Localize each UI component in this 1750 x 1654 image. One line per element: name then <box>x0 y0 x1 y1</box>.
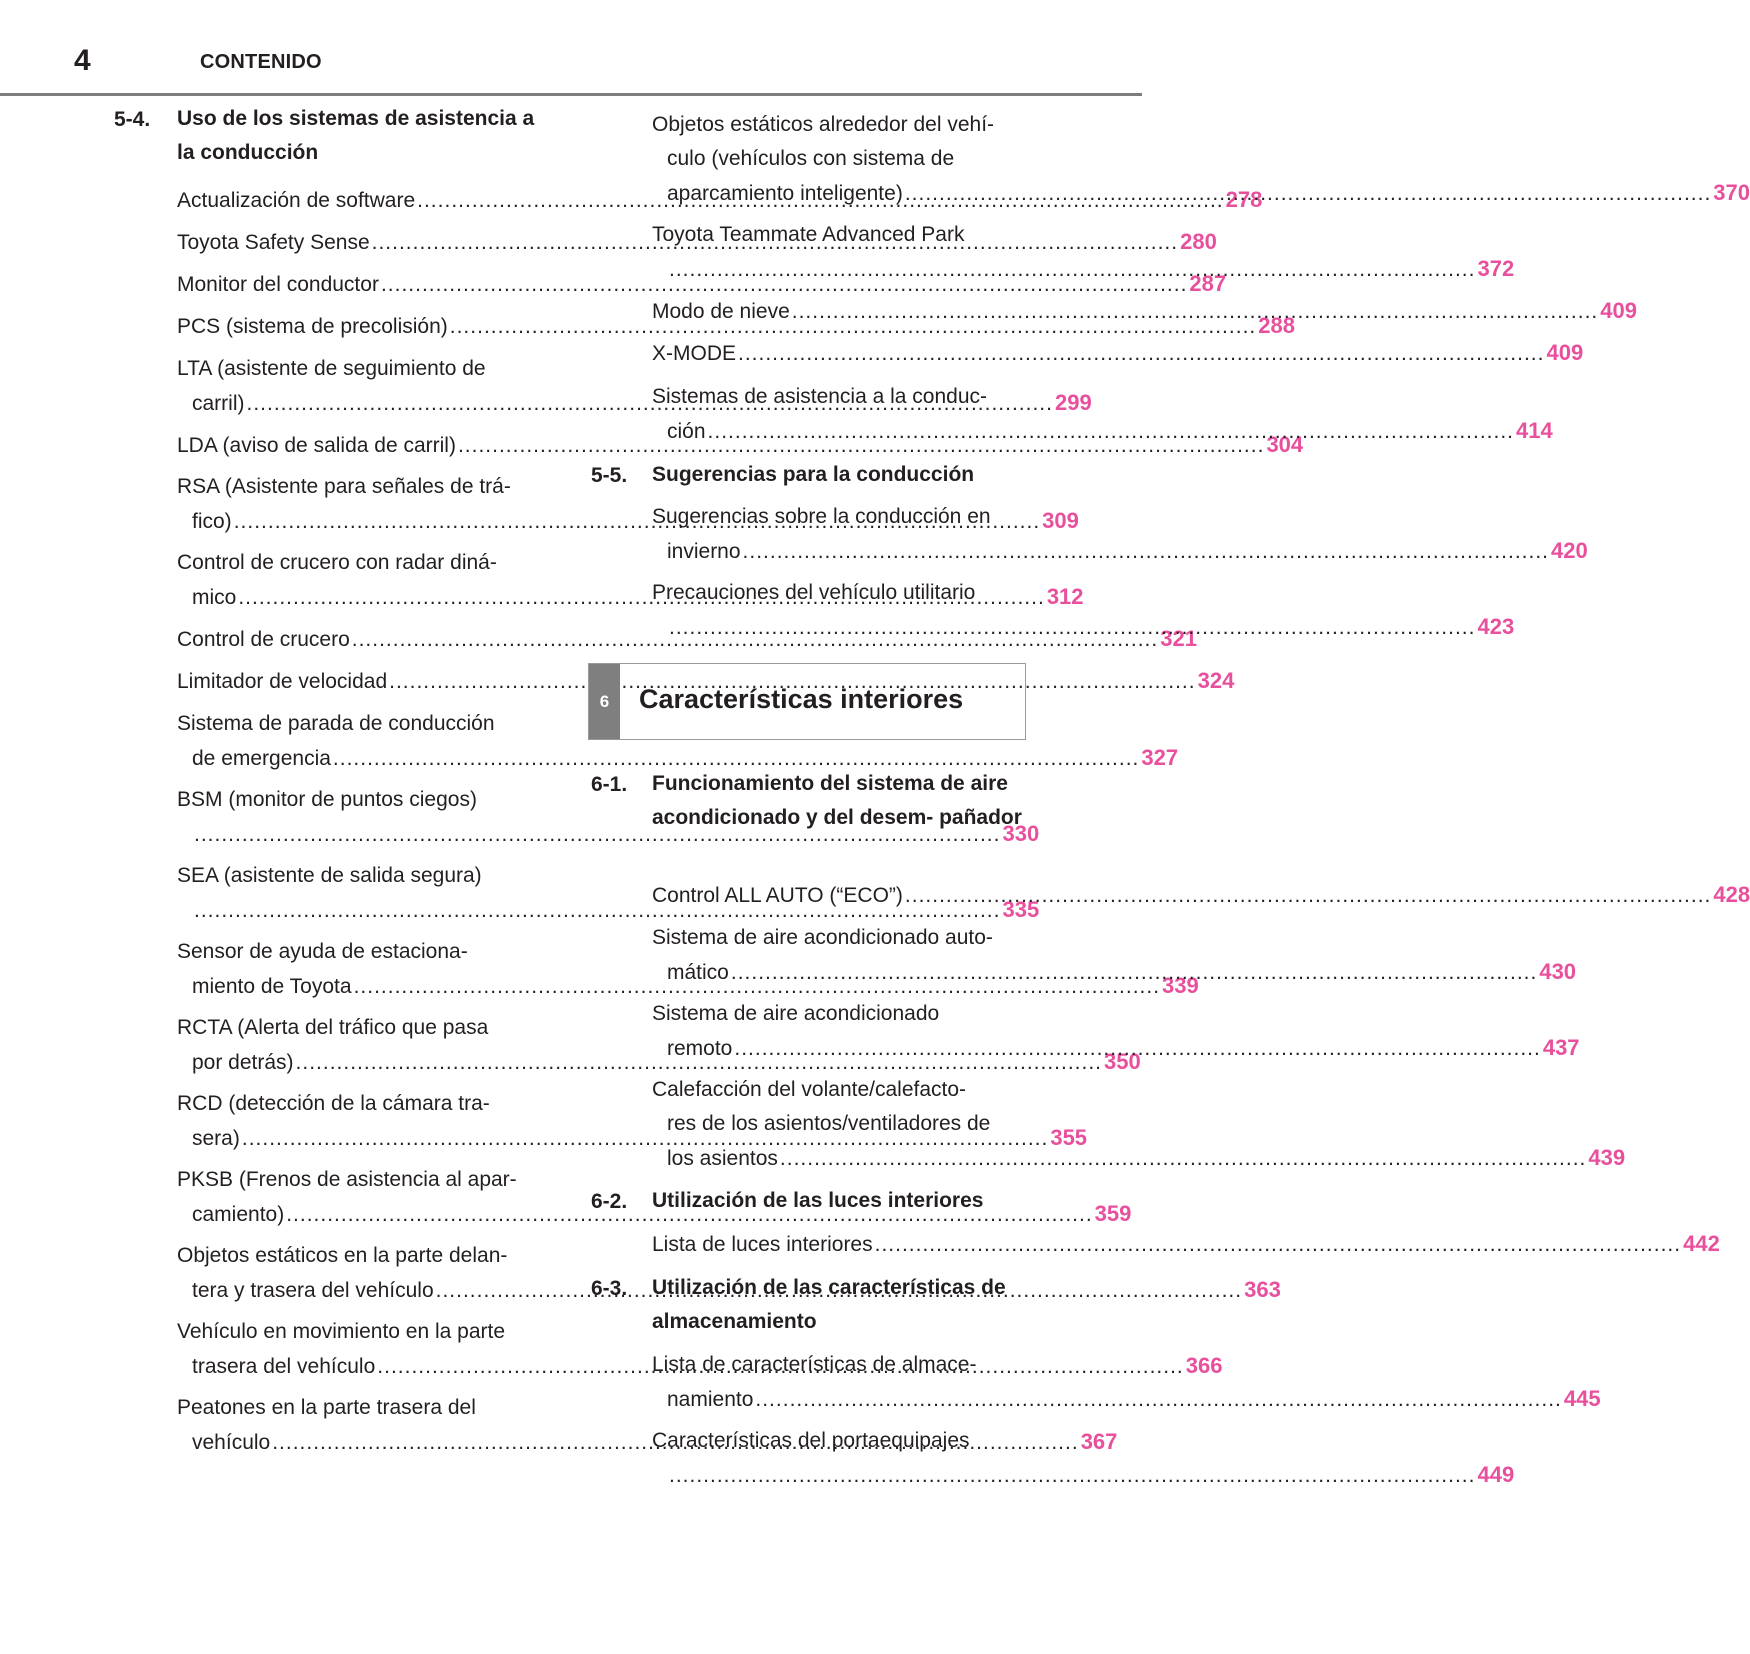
section-number: 6-1. <box>591 773 628 796</box>
section-title-line: Funcionamiento del sistema de <box>652 772 965 795</box>
section-title[interactable]: Sugerencias para la conducción <box>652 463 975 486</box>
section-title[interactable]: Utilización de las luces interiores <box>652 1189 984 1212</box>
section-title-line: aire acondicionado y del desem- <box>652 772 1008 829</box>
entry-text: mico <box>192 586 237 609</box>
section-title-line: de almacenamiento <box>652 1276 1006 1333</box>
page-ref[interactable]: 280 <box>1180 229 1217 254</box>
page-ref[interactable]: 363 <box>1244 1277 1281 1302</box>
entry-text: SEA (asistente de salida segura) <box>177 864 482 887</box>
entry-text: Lista de características de almace- <box>652 1353 977 1376</box>
page-ref[interactable]: 350 <box>1104 1049 1141 1074</box>
section-title[interactable] <box>652 1271 1026 1339</box>
entry-text: invierno <box>667 540 741 563</box>
page-ref[interactable]: 324 <box>1197 668 1235 693</box>
entry-text: sera) <box>192 1127 240 1150</box>
entry-text: fico) <box>192 510 232 533</box>
entry-text: carril) <box>192 392 245 415</box>
entry-text: Sistema de parada de conducción <box>177 712 495 735</box>
entry-text: Calefacción del volante/calefacto- <box>652 1078 967 1101</box>
entry-text: culo (vehículos con sistema de <box>667 147 955 170</box>
toc-entry[interactable] <box>177 622 1197 657</box>
entry-text: Sistema de aire acondicionado auto- <box>652 926 993 949</box>
page-ref[interactable]: 449 <box>1477 1462 1515 1487</box>
chapter-heading[interactable] <box>588 663 1026 740</box>
page-ref[interactable]: 359 <box>1094 1201 1132 1226</box>
page-ref[interactable]: 355 <box>1050 1125 1088 1150</box>
page-ref[interactable]: 439 <box>1588 1145 1626 1170</box>
entry-text: Vehículo en movimiento en la parte <box>177 1320 506 1343</box>
entry-text: res de los asientos/ventiladores de <box>667 1112 991 1135</box>
entry-text: de emergencia <box>192 747 331 770</box>
chapter-number-tab: 6 <box>589 664 620 739</box>
page-ref[interactable]: 437 <box>1542 1035 1580 1060</box>
entry-text: ción <box>667 420 706 443</box>
page-ref[interactable]: 335 <box>1002 897 1040 922</box>
page-ref[interactable]: 366 <box>1185 1353 1223 1378</box>
entry-text: RCTA (Alerta del tráfico que pasa <box>177 1016 489 1039</box>
section-title-line: a la conducción <box>177 107 535 164</box>
entry-text: PCS (sistema de precolisión) <box>177 315 448 338</box>
toc-entry[interactable] <box>652 336 1584 371</box>
page-ref[interactable]: 423 <box>1477 614 1515 639</box>
entry-text: RCD (detección de la cámara tra- <box>177 1092 490 1115</box>
entry-text: Sistemas de asistencia a la conduc- <box>652 385 988 408</box>
entry-text: Actualización de software <box>177 189 416 212</box>
section-title[interactable] <box>652 767 1026 835</box>
entry-text: por detrás) <box>192 1051 294 1074</box>
entry-text: Sugerencias sobre la conducción en <box>652 505 991 528</box>
section-number: 5-4. <box>114 108 151 131</box>
entry-text: namiento <box>667 1388 754 1411</box>
entry-text: remoto <box>667 1037 733 1060</box>
page-ref[interactable]: 299 <box>1054 390 1092 415</box>
page-ref[interactable]: 409 <box>1546 340 1584 365</box>
entry-text: Peatones en la parte trasera del <box>177 1396 476 1419</box>
entry-text: BSM (monitor de puntos ciegos) <box>177 788 477 811</box>
section-title-line: pañador <box>939 806 1022 829</box>
page-ref[interactable]: 367 <box>1080 1429 1118 1454</box>
entry-text: Objetos estáticos en la parte delan- <box>177 1244 508 1267</box>
entry-text: Control ALL AUTO (“ECO”) <box>652 884 903 907</box>
toc-entry[interactable] <box>652 1227 1720 1262</box>
section-number: 6-3. <box>591 1277 628 1300</box>
entry-text: aparcamiento inteligente) <box>667 182 903 205</box>
entry-text: X-MODE <box>652 342 736 365</box>
section-title[interactable] <box>177 102 557 170</box>
header-rule <box>0 93 1142 96</box>
page-ref[interactable]: 430 <box>1539 959 1577 984</box>
entry-text: trasera del vehículo <box>192 1355 376 1378</box>
page-ref[interactable]: 288 <box>1258 313 1295 338</box>
entry-text: Lista de luces interiores <box>652 1233 873 1256</box>
entry-text: Objetos estáticos alrededor del vehí- <box>652 113 995 136</box>
entry-text: LDA (aviso de salida de carril) <box>177 434 456 457</box>
page-number: 4 <box>74 44 91 77</box>
chapter-title: Características interiores <box>639 684 964 714</box>
page-ref[interactable]: 414 <box>1516 418 1553 443</box>
entry-text: Modo de nieve <box>652 300 790 323</box>
section-number: 6-2. <box>591 1190 628 1213</box>
entry-text: LTA (asistente de seguimiento de <box>177 357 486 380</box>
toc-entry[interactable] <box>177 707 1179 776</box>
entry-text: RSA (Asistente para señales de trá- <box>177 475 511 498</box>
entry-text: Monitor del conductor <box>177 273 379 296</box>
entry-text: miento de Toyota <box>192 975 352 998</box>
page-ref[interactable]: 428 <box>1713 882 1750 907</box>
entry-text: vehículo <box>192 1431 271 1454</box>
entry-text: mático <box>667 961 729 984</box>
section-number: 5-5. <box>591 464 628 487</box>
entry-text: Limitador de velocidad <box>177 670 388 693</box>
page-ref[interactable]: 370 <box>1713 180 1750 205</box>
entry-text: Control de crucero con radar diná- <box>177 551 497 574</box>
entry-text: camiento) <box>192 1203 285 1226</box>
page-ref[interactable]: 287 <box>1189 271 1227 296</box>
entry-text: los asientos <box>667 1147 778 1170</box>
entry-text: PKSB (Frenos de asistencia al apar- <box>177 1168 517 1191</box>
page-ref[interactable]: 309 <box>1042 508 1079 533</box>
page-ref[interactable]: 372 <box>1477 256 1515 281</box>
page-ref[interactable]: 330 <box>1002 821 1040 846</box>
page-ref[interactable]: 445 <box>1563 1386 1601 1411</box>
section-title-line: Uso de los sistemas de asistencia <box>177 107 517 130</box>
page-ref[interactable]: 321 <box>1160 626 1197 651</box>
page-ref[interactable]: 420 <box>1551 538 1588 563</box>
page-ref[interactable]: 327 <box>1141 745 1179 770</box>
entry-text: tera y trasera del vehículo <box>192 1279 434 1302</box>
entry-text: Toyota Teammate Advanced Park <box>652 223 965 246</box>
section-title-line: Utilización de las características <box>652 1276 976 1299</box>
entry-text: Precauciones del vehículo utilitario <box>652 581 976 604</box>
page-ref[interactable]: 339 <box>1162 973 1199 998</box>
entry-text: Control de crucero <box>177 628 350 651</box>
page-header-title: CONTENIDO <box>200 51 322 73</box>
entry-text: Características del portaequipajes <box>652 1429 970 1452</box>
entry-text: Toyota Safety Sense <box>177 231 370 254</box>
entry-text: Sensor de ayuda de estaciona- <box>177 940 468 963</box>
page-ref[interactable]: 312 <box>1046 584 1084 609</box>
page-ref[interactable]: 442 <box>1683 1231 1720 1256</box>
page-ref[interactable]: 409 <box>1600 298 1637 323</box>
entry-text: Sistema de aire acondicionado <box>652 1002 940 1025</box>
page-ref[interactable]: 278 <box>1225 187 1263 212</box>
page-ref[interactable]: 304 <box>1266 432 1304 457</box>
toc-entry[interactable] <box>177 267 1227 302</box>
